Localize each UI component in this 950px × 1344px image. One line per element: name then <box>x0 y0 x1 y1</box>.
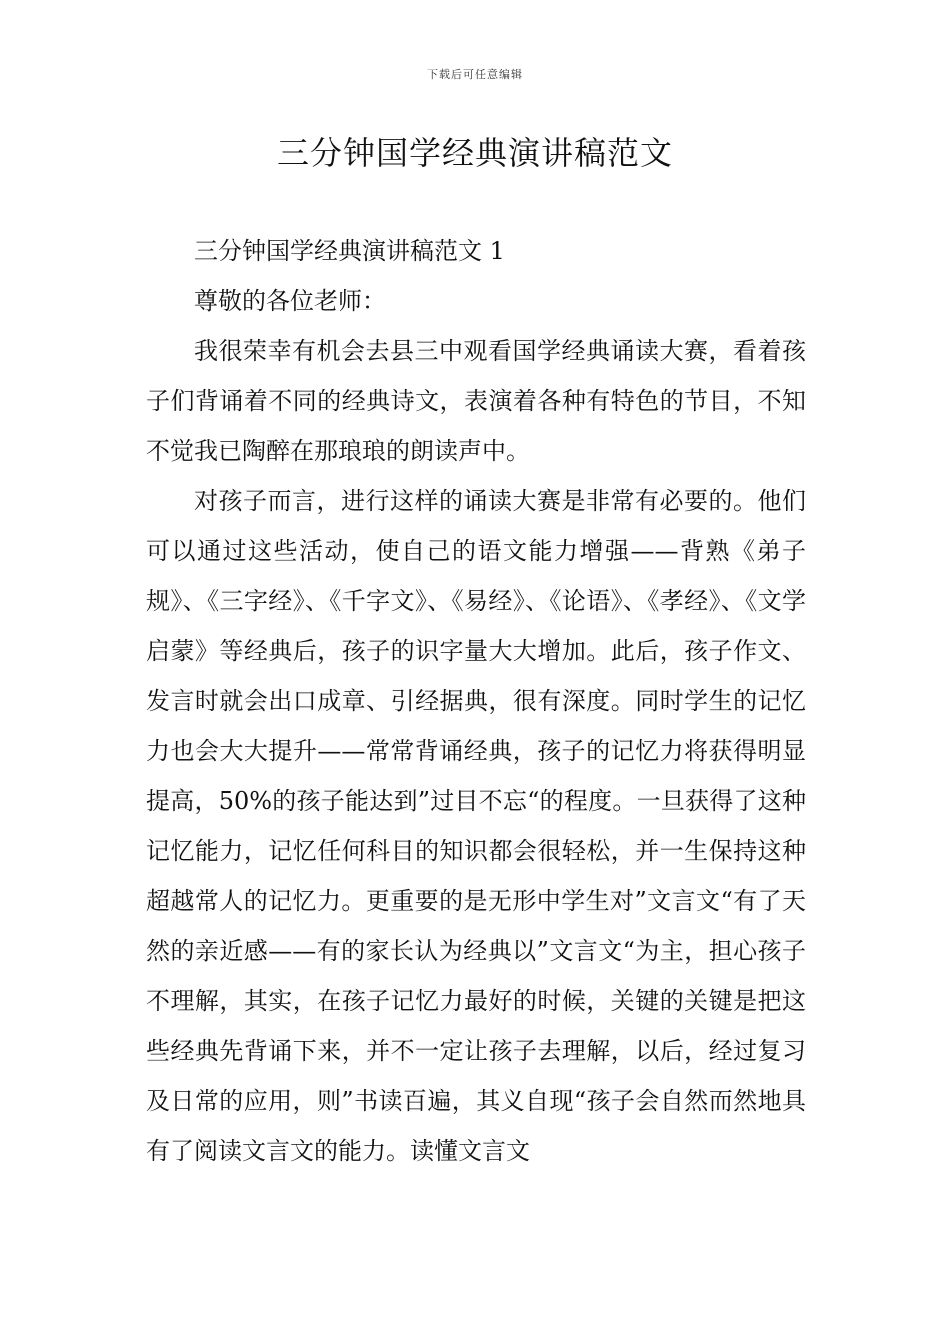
header-note: 下载后可任意编辑 <box>427 68 523 81</box>
document-body <box>146 226 806 1176</box>
salutation-paragraph: 尊敬的各位老师： <box>194 287 386 315</box>
body-paragraph: 我很荣幸有机会去县三中观看国学经典诵读大赛，看着孩子们背诵着不同的经典诗文，表演着各种有特色的节目，不知不觉我已陶醉在那琅琅的朗读声中。 <box>146 337 806 465</box>
subtitle-paragraph: 三分钟国学经典演讲稿范文 1 <box>194 237 505 265</box>
body-paragraph: 对孩子而言，进行这样的诵读大赛是非常有必要的。他们可以通过这些活动，使自己的语文能力增强——背熟《弟子规》、《三字经》、《千字文》、《易经》、《论语》、《孝经》、《文学启蒙》等经典后，孩子的识字量大大增加。此后，孩子作文、发言时就会出口成章、引经据典，很有深度。同时学生的记忆力也会大大提升——常常背诵经典，孩子的记忆力将获得明显提高，50%的孩子能达到”过目不忘“的程度。一旦获得了这种记忆能力，记忆任何科目的知识都会很轻松，并一生保持这种超越常人的记忆力。更重要的是无形中学生对”文言文“有了天然的亲近感——有的家长认为经典以”文言文“为主，担心孩子不理解，其实，在孩子记忆力最好的时候，关键的关键是把这些经典先背诵下来，并不一定让孩子去理解，以后，经过复习及日常的应用，则”书读百遍，其义自现“孩子会自然而然地具有了阅读文言文的能力。读懂文言文 <box>146 487 806 1165</box>
document-title: 三分钟国学经典演讲稿范文 <box>276 134 673 172</box>
